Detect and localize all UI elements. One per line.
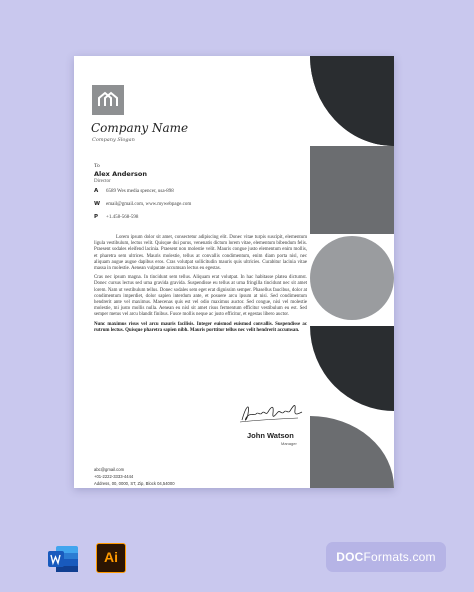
- contact-key: W: [94, 201, 101, 207]
- footer-phone: +01-2222-3333-4444: [94, 474, 134, 479]
- recipient-title: Director: [94, 179, 111, 184]
- company-name: Company Name: [91, 121, 189, 135]
- recipient-block: [94, 163, 147, 184]
- contact-web: [94, 201, 191, 207]
- letter-body: [94, 235, 307, 337]
- adobe-illustrator-icon: Ai: [96, 543, 126, 573]
- body-paragraph: Cras nec ipsum magna. In tincidunt sem tellus. Aliquam erat volutpat. In hac habitasse platea dictumst. Donec cursus lectus sed urna gravida gravida. Suspendisse eu tellus at urna fringilla tincidunt nec sit amet lorem. Nam ut vestibulum tellus. Donec sodales sem eget erat dignissim semper. Phasellus faucibus, dolor at condimentum imperdiet, dolor sapien interdum ante, et posuere arcu ipsum at nisi. Sed condimentum hendrerit ante vel maximus. Maecenas quis est vel odio maximus auctor. Sed congue, nisi vel molestie molestie, mi justo mollis nulla. Aenean eu nisl sit amet risus fermentum efficitur vestibulum eu est. Sed semper metus vel arcu blandit finibus. Fusce mollis neque ac justo efficitur, et egestas libero auctor.: [94, 275, 307, 318]
- microsoft-word-icon: [46, 544, 80, 574]
- recipient-name: Alex Anderson: [94, 170, 148, 178]
- decorative-shapes: [310, 56, 394, 488]
- contact-value: email@gmail.com, www.mywebpage.com: [106, 202, 192, 207]
- to-label: To: [94, 163, 100, 169]
- company-slogan: Company Slogan: [92, 137, 135, 143]
- contact-value: +1.458-568-598: [106, 215, 139, 220]
- contact-address: [94, 188, 174, 194]
- contact-key: P: [94, 214, 99, 220]
- signer-name: John Watson: [247, 431, 294, 440]
- signer-title: Manager: [281, 441, 297, 446]
- body-paragraph: Nunc maximus risus vel arcu mauris facilisis. Integer euismod euismod convallis. Suspendisse ac rutrum lectus. Quisque pharetra sapien nibh. Mauris porttitor tellus nec velit hendrerit accumsan.: [94, 321, 307, 333]
- brand-badge[interactable]: [326, 542, 446, 572]
- footer-email: abc@gmail.com: [94, 467, 125, 472]
- brand-prefix: DOC: [336, 550, 364, 564]
- contact-key: A: [94, 188, 99, 194]
- body-paragraph: Lorem ipsum dolor sit amet, consectetur adipiscing elit. Donec vitae turpis suscipit, elementum ligula vestibulum, lectus velit. Quisque dui purus, venenatis dictum lorem vitae, elementum bibendum felis. Praesent sodales eleifend lacinia. Praesent non molestie velit. Mauris congue justo elementum enim mollis, et pharetra sem ultrices. Mauris molestie, tellus at convallis condimentum, enim diam porta nisl, nec aliquam augue augue dapibus eros. Cras volutpat sollicitudin mauris quis ultricies. Curabitur lacinia vitae massa in molestie. Aenean vulputate accumsan lectus eu egestas.: [94, 235, 307, 272]
- house-outline-icon: [92, 85, 124, 115]
- letterhead-page: [74, 56, 394, 488]
- signature-image: [238, 398, 306, 428]
- footer-address: Address, 00, 0000, ST, Zip, Block 04,54000: [94, 481, 175, 486]
- logo-box: [92, 85, 124, 115]
- brand-suffix: Formats.com: [363, 550, 436, 564]
- contact-value: 6589 Wes media spencer, usa-898: [106, 189, 174, 194]
- contact-phone: [94, 214, 138, 220]
